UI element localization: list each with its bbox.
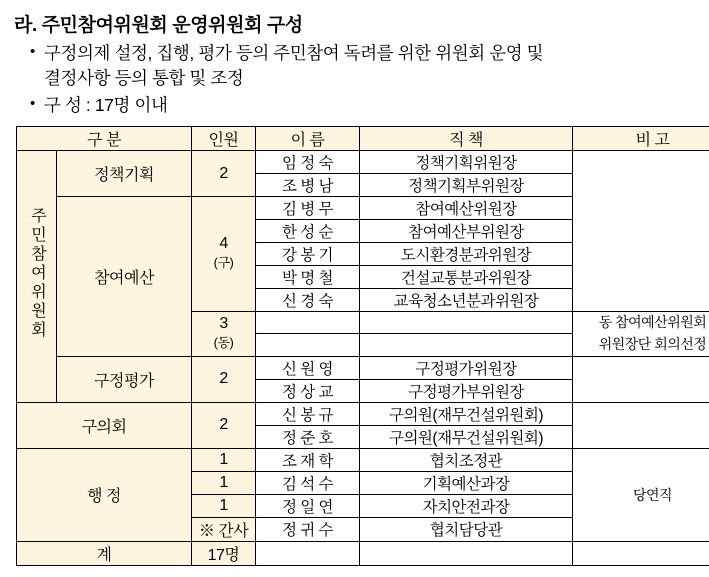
member-name: 임 정 숙 (256, 151, 360, 174)
member-role: 참여예산위원장 (360, 197, 573, 220)
member-role: 구정평가부위원장 (360, 379, 573, 402)
note-empty (573, 151, 709, 312)
table-row (17, 151, 709, 174)
column-header-name: 이 름 (256, 127, 360, 151)
list-item (30, 41, 709, 92)
table-row (17, 356, 709, 379)
member-role: 정책기획위원장 (360, 151, 573, 174)
member-name: 정 일 연 (256, 494, 360, 517)
subgroup-participatory-budget: 참여예산 (57, 197, 192, 356)
member-name: 정 준 호 (256, 425, 360, 448)
column-header-role: 직 책 (360, 127, 573, 151)
member-role: 자치안전과장 (360, 494, 573, 517)
subgroup-district-evaluation: 구정평가 (57, 356, 192, 402)
member-name: 김 석 수 (256, 471, 360, 494)
committee-table (16, 126, 709, 565)
member-role: 도시환경분과위원장 (360, 243, 573, 266)
bullet-list (30, 41, 709, 118)
member-role: 협치조정관 (360, 448, 573, 471)
count-district-council: 2 (192, 402, 256, 448)
count-sublabel: (동) (192, 333, 255, 353)
member-name: 정 귀 수 (256, 517, 360, 541)
member-name: 박 명 철 (256, 266, 360, 289)
bullet-line-1: 구 성 : 17명 이내 (44, 95, 168, 115)
member-name: 신 봉 규 (256, 402, 360, 425)
member-role: 정책기획부위원장 (360, 174, 573, 197)
count-value: 3 (219, 315, 227, 332)
member-role: 구의원(재무건설위원회) (360, 425, 573, 448)
group-cell-resident-committee (17, 151, 57, 402)
page-title: 라. 주민참여위원회 운영위원회 구성 (14, 10, 709, 37)
table-row (17, 448, 709, 471)
count-participatory-budget-gu (192, 197, 256, 312)
group-label-vertical: 주민참여위원회 (29, 207, 45, 340)
member-name: 한 성 순 (256, 220, 360, 243)
note-line-2: 위원장단 회의선정 (573, 334, 709, 356)
total-label: 계 (17, 541, 192, 565)
bullet-dot-icon: • (30, 41, 44, 64)
member-role-empty (360, 334, 573, 356)
member-role-empty (360, 312, 573, 334)
bullet-text (44, 93, 709, 118)
note-line-1: 동 참여예산위원회 (573, 312, 709, 334)
note-empty (573, 402, 709, 448)
column-header-count: 인원 (192, 127, 256, 151)
bullet-text (44, 41, 709, 92)
column-header-note: 비 고 (573, 127, 709, 151)
count-administration: 1 (192, 471, 256, 494)
subgroup-policy-planning: 정책기획 (57, 151, 192, 197)
table-row (17, 402, 709, 425)
table-body (17, 151, 709, 565)
member-name: 신 경 숙 (256, 289, 360, 312)
member-name: 조 재 학 (256, 448, 360, 471)
column-header-division: 구 분 (17, 127, 192, 151)
bullet-line-1: 구정의제 설정, 집행, 평가 등의 주민참여 독려를 위한 위원회 운영 및 (44, 43, 543, 63)
member-role: 교육청소년분과위원장 (360, 289, 573, 312)
member-role: 건설교통분과위원장 (360, 266, 573, 289)
member-name: 강 봉 기 (256, 243, 360, 266)
total-role-empty (360, 541, 573, 565)
note-empty (573, 356, 709, 402)
member-name: 조 병 남 (256, 174, 360, 197)
member-name: 신 원 영 (256, 356, 360, 379)
member-name: 김 병 무 (256, 197, 360, 220)
table-header-row (17, 127, 709, 151)
count-value: 4 (219, 235, 227, 252)
count-administration-secretary: ※ 간사 (192, 517, 256, 541)
note-administration: 당연직 (573, 448, 709, 541)
list-item (30, 93, 709, 118)
subgroup-administration: 행 정 (17, 448, 192, 541)
member-role: 구정평가위원장 (360, 356, 573, 379)
document-page (0, 10, 709, 577)
member-name: 정 상 교 (256, 379, 360, 402)
bullet-dot-icon: • (30, 93, 44, 116)
total-count: 17명 (192, 541, 256, 565)
total-name-empty (256, 541, 360, 565)
table-header (17, 127, 709, 151)
member-role: 협치담당관 (360, 517, 573, 541)
member-role: 참여예산부위원장 (360, 220, 573, 243)
count-sublabel: (구) (192, 253, 255, 273)
table-total-row (17, 541, 709, 565)
subgroup-district-council: 구의회 (17, 402, 192, 448)
member-name-empty (256, 312, 360, 334)
count-administration: 1 (192, 494, 256, 517)
count-participatory-budget-dong (192, 312, 256, 356)
note-participatory-budget (573, 312, 709, 356)
member-role: 기획예산과장 (360, 471, 573, 494)
member-role: 구의원(재무건설위원회) (360, 402, 573, 425)
count-district-evaluation: 2 (192, 356, 256, 402)
count-administration: 1 (192, 448, 256, 471)
bullet-line-2: 결정사항 등의 통합 및 조정 (44, 66, 709, 91)
member-name-empty (256, 334, 360, 356)
total-note-empty (573, 541, 709, 565)
count-policy-planning: 2 (192, 151, 256, 197)
